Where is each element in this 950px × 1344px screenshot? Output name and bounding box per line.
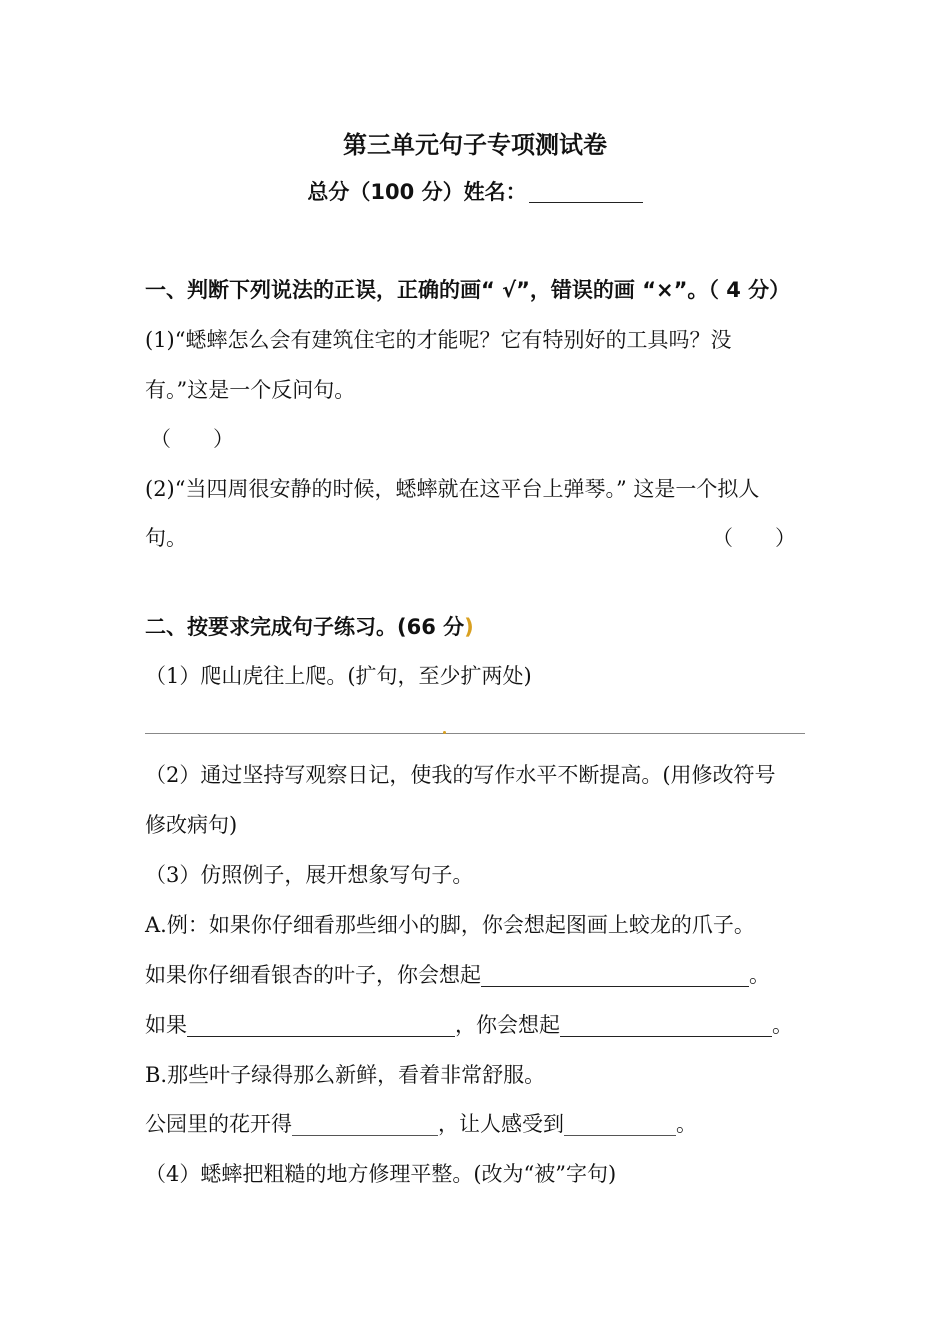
s2-q3b-line-prefix: 公园里的花开得 — [145, 1112, 292, 1136]
section2-heading — [145, 613, 474, 641]
marker-dot — [443, 731, 446, 734]
page-title: 第三单元句子专项测试卷 — [343, 131, 607, 159]
s1-q1-answer-paren[interactable]: （ ） — [150, 427, 234, 451]
s1-q1-line1: (1)“蟋蟀怎么会有建筑住宅的才能呢？它有特别好的工具吗？没 — [145, 328, 732, 352]
s1-q2-line2: 句。 — [145, 526, 187, 550]
s2-q4: （4）蟋蟀把粗糙的地方修理平整。(改为“被”字句) — [145, 1162, 617, 1186]
s2-q3b-blank1[interactable] — [292, 1113, 438, 1136]
section1-heading: 一、判断下列说法的正误，正确的画“ √”，错误的画 “×”。（ 4 分） — [145, 278, 791, 302]
s2-q2-line1: （2）通过坚持写观察日记，使我的写作水平不断提高。(用修改符号 — [145, 763, 776, 787]
section2-heading-end: ) — [464, 615, 474, 639]
s2-q3a-line1 — [145, 961, 770, 989]
section2-heading-text: 二、按要求完成句子练习。(66 分 — [145, 615, 465, 639]
s2-q3a-line2 — [145, 1011, 793, 1039]
s2-q3a-example: A.例：如果你仔细看那些细小的脚，你会想起图画上蛟龙的爪子。 — [145, 913, 755, 937]
s2-q1: （1）爬山虎往上爬。(扩句，至少扩两处) — [145, 664, 532, 688]
s2-q2-line2: 修改病句) — [145, 813, 238, 837]
s2-q3a-line1-blank[interactable] — [481, 964, 749, 987]
s2-q3a-line1-prefix: 如果你仔细看银杏的叶子，你会想起 — [145, 963, 481, 987]
s2-q3b-line-suffix: 。 — [676, 1112, 697, 1136]
s2-q3a-line2-prefix: 如果 — [145, 1013, 187, 1037]
s2-q1-answer-line[interactable] — [145, 733, 805, 734]
score-name-line — [0, 176, 950, 206]
s1-q2-answer-paren[interactable]: （ ） — [712, 526, 796, 550]
score-name-label: 总分（100 分）姓名： — [307, 180, 527, 204]
s2-q3b-example: B.那些叶子绿得那么新鲜，看着非常舒服。 — [145, 1063, 546, 1087]
s1-q1-line2: 有。”这是一个反问句。 — [145, 378, 356, 402]
s2-q3a-line2-blank2[interactable] — [560, 1014, 772, 1037]
s2-q3a-line2-blank1[interactable] — [187, 1014, 455, 1037]
s1-q2-line1: (2)“当四周很安静的时候，蟋蟀就在这平台上弹琴。” 这是一个拟人 — [145, 477, 760, 501]
s2-q3b-line — [145, 1110, 697, 1138]
s2-q3a-line1-suffix: 。 — [749, 963, 770, 987]
s2-q3b-line-mid: ，让人感受到 — [438, 1112, 564, 1136]
s2-q3b-blank2[interactable] — [564, 1113, 676, 1136]
s2-q3a-line2-mid: ，你会想起 — [455, 1013, 560, 1037]
s2-q3a-line2-suffix: 。 — [772, 1013, 793, 1037]
name-blank[interactable] — [529, 180, 643, 203]
s2-q3: （3）仿照例子，展开想象写句子。 — [145, 863, 474, 887]
